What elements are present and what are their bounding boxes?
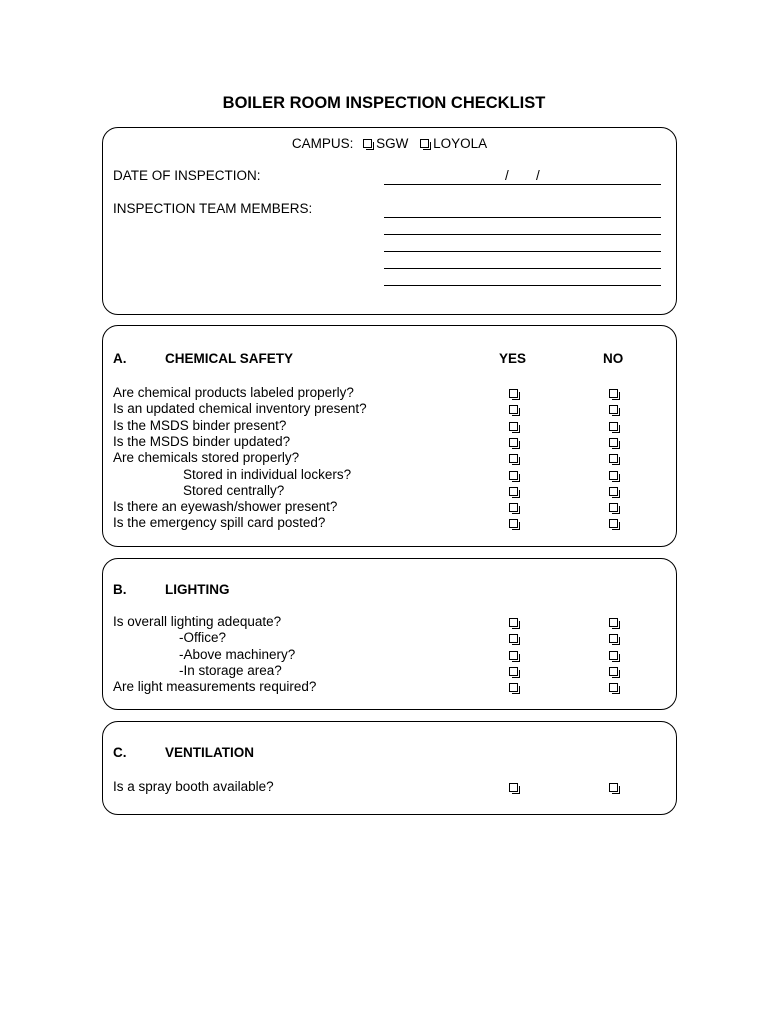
yes-checkbox[interactable] xyxy=(509,783,518,792)
no-column-header: NO xyxy=(603,351,624,366)
campus-sgw-checkbox[interactable] xyxy=(363,139,372,148)
team-member-line-5[interactable] xyxy=(384,285,661,286)
checklist-row xyxy=(103,450,676,466)
question-text: -In storage area? xyxy=(179,662,282,678)
campus-sgw-label: SGW xyxy=(376,136,409,151)
no-checkbox[interactable] xyxy=(609,487,618,496)
yes-checkbox[interactable] xyxy=(509,634,518,643)
checklist-row xyxy=(103,499,676,515)
checklist-row xyxy=(103,385,676,401)
team-member-line-3[interactable] xyxy=(384,251,661,252)
inspection-info-box xyxy=(102,127,677,315)
question-text: Is an updated chemical inventory present? xyxy=(113,401,367,417)
no-checkbox[interactable] xyxy=(609,651,618,660)
campus-row xyxy=(103,136,676,151)
section-letter: B. xyxy=(113,582,127,597)
yes-checkbox[interactable] xyxy=(509,389,518,398)
no-checkbox[interactable] xyxy=(609,405,618,414)
question-text: Are light measurements required? xyxy=(113,679,317,695)
no-checkbox[interactable] xyxy=(609,519,618,528)
question-text: Stored centrally? xyxy=(183,482,285,498)
question-text: Is overall lighting adequate? xyxy=(113,614,282,629)
question-text: Are chemical products labeled properly? xyxy=(113,385,354,400)
no-checkbox[interactable] xyxy=(609,618,618,627)
checklist-row xyxy=(103,679,676,695)
team-member-line-2[interactable] xyxy=(384,234,661,235)
checklist-row xyxy=(103,779,676,795)
question-text: Is the MSDS binder updated? xyxy=(113,433,291,449)
yes-checkbox[interactable] xyxy=(509,503,518,512)
checklist-row xyxy=(103,401,676,417)
question-text: Is the MSDS binder present? xyxy=(113,417,287,433)
question-text: Is a spray booth available? xyxy=(113,779,274,794)
yes-checkbox[interactable] xyxy=(509,422,518,431)
yes-checkbox[interactable] xyxy=(509,471,518,480)
question-text: -Above machinery? xyxy=(179,646,296,662)
section-letter: C. xyxy=(113,745,127,760)
yes-checkbox[interactable] xyxy=(509,618,518,627)
yes-column-header: YES xyxy=(499,351,527,366)
no-checkbox[interactable] xyxy=(609,422,618,431)
yes-checkbox[interactable] xyxy=(509,667,518,676)
yes-checkbox[interactable] xyxy=(509,405,518,414)
no-checkbox[interactable] xyxy=(609,438,618,447)
campus-loyola-checkbox[interactable] xyxy=(420,139,429,148)
yes-checkbox[interactable] xyxy=(509,438,518,447)
no-checkbox[interactable] xyxy=(609,783,618,792)
checklist-row xyxy=(103,515,676,531)
section-lighting xyxy=(102,558,677,710)
team-label: INSPECTION TEAM MEMBERS: xyxy=(113,201,313,216)
yes-checkbox[interactable] xyxy=(509,683,518,692)
yes-checkbox[interactable] xyxy=(509,487,518,496)
date-input-line[interactable] xyxy=(384,184,661,185)
campus-loyola-label: LOYOLA xyxy=(433,136,488,151)
no-checkbox[interactable] xyxy=(609,389,618,398)
date-label: DATE OF INSPECTION: xyxy=(113,168,261,183)
date-separator-1: / xyxy=(505,168,509,183)
checklist-row xyxy=(103,434,676,450)
yes-checkbox[interactable] xyxy=(509,454,518,463)
checklist-row xyxy=(103,647,676,663)
checklist-row xyxy=(103,663,676,679)
question-text: -Office? xyxy=(179,630,227,646)
checklist-row xyxy=(103,418,676,434)
checklist-row xyxy=(103,467,676,483)
question-text: Is the emergency spill card posted? xyxy=(113,515,326,531)
question-text: Stored in individual lockers? xyxy=(183,466,352,482)
no-checkbox[interactable] xyxy=(609,683,618,692)
no-checkbox[interactable] xyxy=(609,503,618,512)
checklist-row xyxy=(103,630,676,646)
section-letter: A. xyxy=(113,351,127,366)
checklist-row xyxy=(103,614,676,630)
section-ventilation xyxy=(102,721,677,815)
team-member-line-1[interactable] xyxy=(384,217,661,218)
section-heading: CHEMICAL SAFETY xyxy=(165,351,294,366)
checklist-row xyxy=(103,483,676,499)
date-separator-2: / xyxy=(536,168,540,183)
no-checkbox[interactable] xyxy=(609,471,618,480)
question-text: Is there an eyewash/shower present? xyxy=(113,499,338,515)
team-member-line-4[interactable] xyxy=(384,268,661,269)
section-heading: VENTILATION xyxy=(165,745,254,760)
no-checkbox[interactable] xyxy=(609,454,618,463)
section-chemical-safety xyxy=(102,325,677,547)
no-checkbox[interactable] xyxy=(609,634,618,643)
page-title: BOILER ROOM INSPECTION CHECKLIST xyxy=(222,94,546,112)
no-checkbox[interactable] xyxy=(609,667,618,676)
campus-label: CAMPUS: xyxy=(291,136,354,151)
yes-checkbox[interactable] xyxy=(509,651,518,660)
question-text: Are chemicals stored properly? xyxy=(113,450,300,466)
section-heading: LIGHTING xyxy=(165,582,230,597)
yes-checkbox[interactable] xyxy=(509,519,518,528)
